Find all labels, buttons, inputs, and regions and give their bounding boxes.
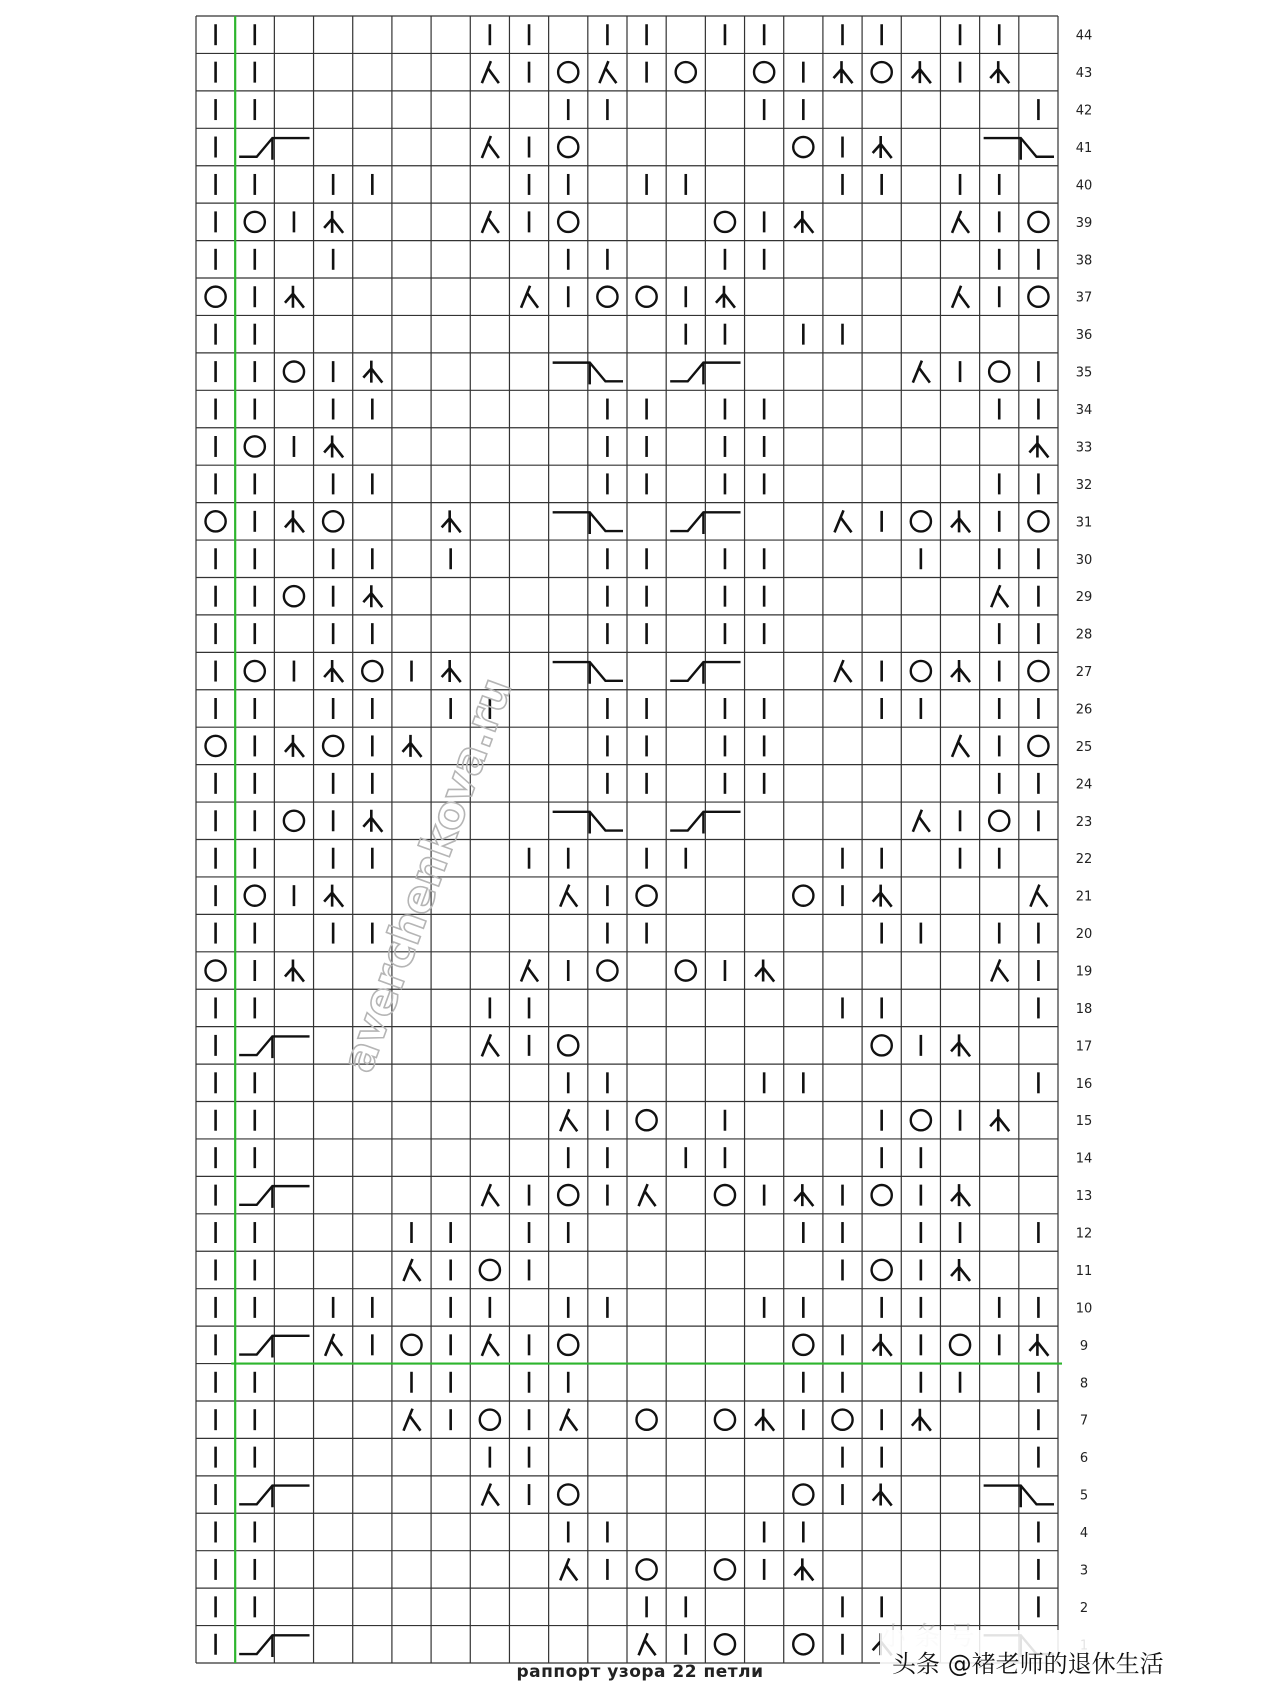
- yarn-over-symbol: [1028, 661, 1048, 681]
- yarn-over-symbol: [636, 1559, 656, 1579]
- row-number: 30: [1075, 552, 1093, 568]
- y-decrease-symbol: [324, 885, 343, 907]
- yarn-over-symbol: [558, 62, 578, 82]
- yarn-over-symbol: [715, 1559, 735, 1579]
- y-decrease-symbol: [794, 1184, 813, 1206]
- y-decrease-symbol: [912, 1409, 931, 1431]
- y-decrease-symbol: [363, 810, 382, 832]
- row-number: 23: [1075, 814, 1093, 830]
- yarn-over-symbol: [832, 1410, 852, 1430]
- yarn-over-symbol: [676, 62, 696, 82]
- row-number: 24: [1075, 777, 1093, 793]
- y-decrease-symbol: [755, 1409, 774, 1431]
- row-number: 34: [1075, 403, 1093, 419]
- row-number: 44: [1075, 28, 1093, 44]
- chart-grid: [196, 16, 1058, 1663]
- row-number: 35: [1075, 365, 1093, 381]
- yarn-over-symbol: [989, 361, 1009, 381]
- row-number: 20: [1075, 927, 1093, 943]
- y-decrease-symbol: [324, 211, 343, 233]
- yarn-over-symbol: [715, 1634, 735, 1654]
- lambda-decrease-symbol: [521, 286, 538, 308]
- lambda-decrease-symbol: [560, 1109, 577, 1131]
- yarn-over-symbol: [205, 736, 225, 756]
- row-number: 36: [1075, 328, 1093, 344]
- y-decrease-symbol: [324, 435, 343, 457]
- lambda-decrease-symbol: [952, 286, 969, 308]
- row-number: 38: [1075, 253, 1093, 269]
- row-number: 7: [1079, 1413, 1089, 1429]
- row-number: 32: [1075, 477, 1093, 493]
- lambda-decrease-symbol: [952, 211, 969, 233]
- y-decrease-symbol: [990, 61, 1009, 83]
- lambda-decrease-symbol: [404, 1259, 421, 1281]
- yarn-over-symbol: [362, 661, 382, 681]
- lambda-decrease-symbol: [599, 61, 616, 83]
- y-decrease-symbol: [324, 660, 343, 682]
- yarn-over-symbol: [715, 1185, 735, 1205]
- yarn-over-symbol: [1028, 736, 1048, 756]
- y-decrease-symbol: [716, 286, 735, 308]
- row-number: 15: [1075, 1114, 1093, 1130]
- row-number: 6: [1079, 1451, 1089, 1467]
- row-number: 26: [1075, 702, 1093, 718]
- row-number: 41: [1075, 141, 1093, 157]
- lambda-decrease-symbol: [991, 960, 1008, 982]
- lambda-decrease-symbol: [325, 1334, 342, 1356]
- y-decrease-symbol: [1029, 435, 1048, 457]
- lambda-decrease-symbol: [1030, 885, 1047, 907]
- yarn-over-symbol: [989, 811, 1009, 831]
- yarn-over-symbol: [558, 1335, 578, 1355]
- y-decrease-symbol: [794, 211, 813, 233]
- yarn-over-symbol: [636, 287, 656, 307]
- yarn-over-symbol: [245, 886, 265, 906]
- yarn-over-symbol: [245, 212, 265, 232]
- row-number: 27: [1075, 665, 1093, 681]
- yarn-over-symbol: [480, 1260, 500, 1280]
- row-number: 4: [1079, 1525, 1089, 1541]
- row-number: 3: [1079, 1563, 1089, 1579]
- row-number: 37: [1075, 290, 1093, 306]
- y-decrease-symbol: [912, 61, 931, 83]
- yarn-over-symbol: [245, 661, 265, 681]
- yarn-over-symbol: [715, 1410, 735, 1430]
- row-number: 12: [1075, 1226, 1093, 1242]
- row-number: 33: [1075, 440, 1093, 456]
- yarn-over-symbol: [793, 137, 813, 157]
- y-decrease-symbol: [403, 735, 422, 757]
- lambda-decrease-symbol: [560, 885, 577, 907]
- yarn-over-symbol: [284, 361, 304, 381]
- y-decrease-symbol: [285, 286, 304, 308]
- diagonal-watermark: averchenkova.ru: [332, 671, 523, 1079]
- row-number: 28: [1075, 627, 1093, 643]
- yarn-over-symbol: [911, 511, 931, 531]
- y-decrease-symbol: [285, 735, 304, 757]
- yarn-over-symbol: [597, 287, 617, 307]
- yarn-over-symbol: [558, 137, 578, 157]
- row-number: 8: [1079, 1376, 1089, 1392]
- yarn-over-symbol: [558, 1484, 578, 1504]
- row-number: 14: [1075, 1151, 1093, 1167]
- y-decrease-symbol: [951, 660, 970, 682]
- lambda-decrease-symbol: [639, 1184, 656, 1206]
- row-numbers: [1076, 29, 1093, 1654]
- yarn-over-symbol: [205, 511, 225, 531]
- y-decrease-symbol: [951, 1184, 970, 1206]
- y-decrease-symbol: [755, 960, 774, 982]
- yarn-over-symbol: [205, 960, 225, 980]
- yarn-over-symbol: [480, 1410, 500, 1430]
- row-number: 29: [1075, 590, 1093, 606]
- yarn-over-symbol: [245, 436, 265, 456]
- row-number: 31: [1075, 515, 1093, 531]
- lambda-decrease-symbol: [560, 1409, 577, 1431]
- yarn-over-symbol: [401, 1335, 421, 1355]
- y-decrease-symbol: [990, 1109, 1009, 1131]
- yarn-over-symbol: [636, 886, 656, 906]
- yarn-over-symbol: [676, 960, 696, 980]
- lambda-decrease-symbol: [482, 211, 499, 233]
- lambda-decrease-symbol: [404, 1409, 421, 1431]
- y-decrease-symbol: [442, 660, 461, 682]
- yarn-over-symbol: [597, 960, 617, 980]
- row-number: 43: [1075, 66, 1093, 82]
- lambda-decrease-symbol: [521, 960, 538, 982]
- y-decrease-symbol: [1029, 1334, 1048, 1356]
- yarn-over-symbol: [1028, 212, 1048, 232]
- row-number: 11: [1075, 1263, 1093, 1279]
- y-decrease-symbol: [873, 136, 892, 158]
- row-number: 22: [1075, 852, 1093, 868]
- row-number: 25: [1075, 739, 1093, 755]
- yarn-over-symbol: [950, 1335, 970, 1355]
- y-decrease-symbol: [951, 510, 970, 532]
- yarn-over-symbol: [323, 736, 343, 756]
- yarn-over-symbol: [793, 1335, 813, 1355]
- y-decrease-symbol: [794, 1558, 813, 1580]
- yarn-over-symbol: [558, 1035, 578, 1055]
- lambda-decrease-symbol: [913, 361, 930, 383]
- row-number: 42: [1075, 103, 1093, 119]
- row-number: 9: [1079, 1338, 1089, 1354]
- lambda-decrease-symbol: [639, 1633, 656, 1655]
- yarn-over-symbol: [284, 586, 304, 606]
- row-number: 21: [1075, 889, 1093, 905]
- yarn-over-symbol: [1028, 511, 1048, 531]
- row-number: 17: [1075, 1039, 1093, 1055]
- y-decrease-symbol: [363, 585, 382, 607]
- chart-caption: раппорт узора 22 петли: [516, 1662, 764, 1682]
- row-number: 10: [1075, 1301, 1093, 1317]
- row-number: 2: [1079, 1600, 1089, 1616]
- lambda-decrease-symbol: [560, 1558, 577, 1580]
- lambda-decrease-symbol: [835, 510, 852, 532]
- y-decrease-symbol: [834, 61, 853, 83]
- row-number: 16: [1075, 1076, 1093, 1092]
- y-decrease-symbol: [951, 1259, 970, 1281]
- y-decrease-symbol: [363, 361, 382, 383]
- yarn-over-symbol: [323, 511, 343, 531]
- lambda-decrease-symbol: [482, 61, 499, 83]
- row-number: 39: [1075, 215, 1093, 231]
- lambda-decrease-symbol: [835, 660, 852, 682]
- yarn-over-symbol: [636, 1410, 656, 1430]
- row-number: 18: [1075, 1001, 1093, 1017]
- yarn-over-symbol: [872, 1185, 892, 1205]
- yarn-over-symbol: [911, 661, 931, 681]
- lambda-decrease-symbol: [952, 735, 969, 757]
- lambda-decrease-symbol: [482, 1184, 499, 1206]
- yarn-over-symbol: [636, 1110, 656, 1130]
- row-number: 5: [1079, 1488, 1089, 1504]
- lambda-decrease-symbol: [482, 1334, 499, 1356]
- row-number: 19: [1075, 964, 1093, 980]
- chart-symbols: [205, 24, 1054, 1657]
- yarn-over-symbol: [1028, 287, 1048, 307]
- y-decrease-symbol: [285, 510, 304, 532]
- y-decrease-symbol: [873, 885, 892, 907]
- yarn-over-symbol: [715, 212, 735, 232]
- lambda-decrease-symbol: [482, 1484, 499, 1506]
- yarn-over-symbol: [205, 287, 225, 307]
- y-decrease-symbol: [873, 1334, 892, 1356]
- yarn-over-symbol: [911, 1110, 931, 1130]
- yarn-over-symbol: [793, 1634, 813, 1654]
- yarn-over-symbol: [558, 1185, 578, 1205]
- yarn-over-symbol: [284, 811, 304, 831]
- y-decrease-symbol: [951, 1034, 970, 1056]
- row-number: 40: [1075, 178, 1093, 194]
- yarn-over-symbol: [558, 212, 578, 232]
- yarn-over-symbol: [872, 1035, 892, 1055]
- yarn-over-symbol: [793, 886, 813, 906]
- yarn-over-symbol: [872, 62, 892, 82]
- yarn-over-symbol: [793, 1484, 813, 1504]
- y-decrease-symbol: [285, 960, 304, 982]
- y-decrease-symbol: [873, 1484, 892, 1506]
- lambda-decrease-symbol: [482, 1034, 499, 1056]
- lambda-decrease-symbol: [482, 136, 499, 158]
- y-decrease-symbol: [442, 510, 461, 532]
- source-watermark: 头条 @褚老师的退休生活: [892, 1650, 1164, 1678]
- yarn-over-symbol: [754, 62, 774, 82]
- lambda-decrease-symbol: [991, 585, 1008, 607]
- row-number: 13: [1075, 1189, 1093, 1205]
- yarn-over-symbol: [872, 1260, 892, 1280]
- lambda-decrease-symbol: [913, 810, 930, 832]
